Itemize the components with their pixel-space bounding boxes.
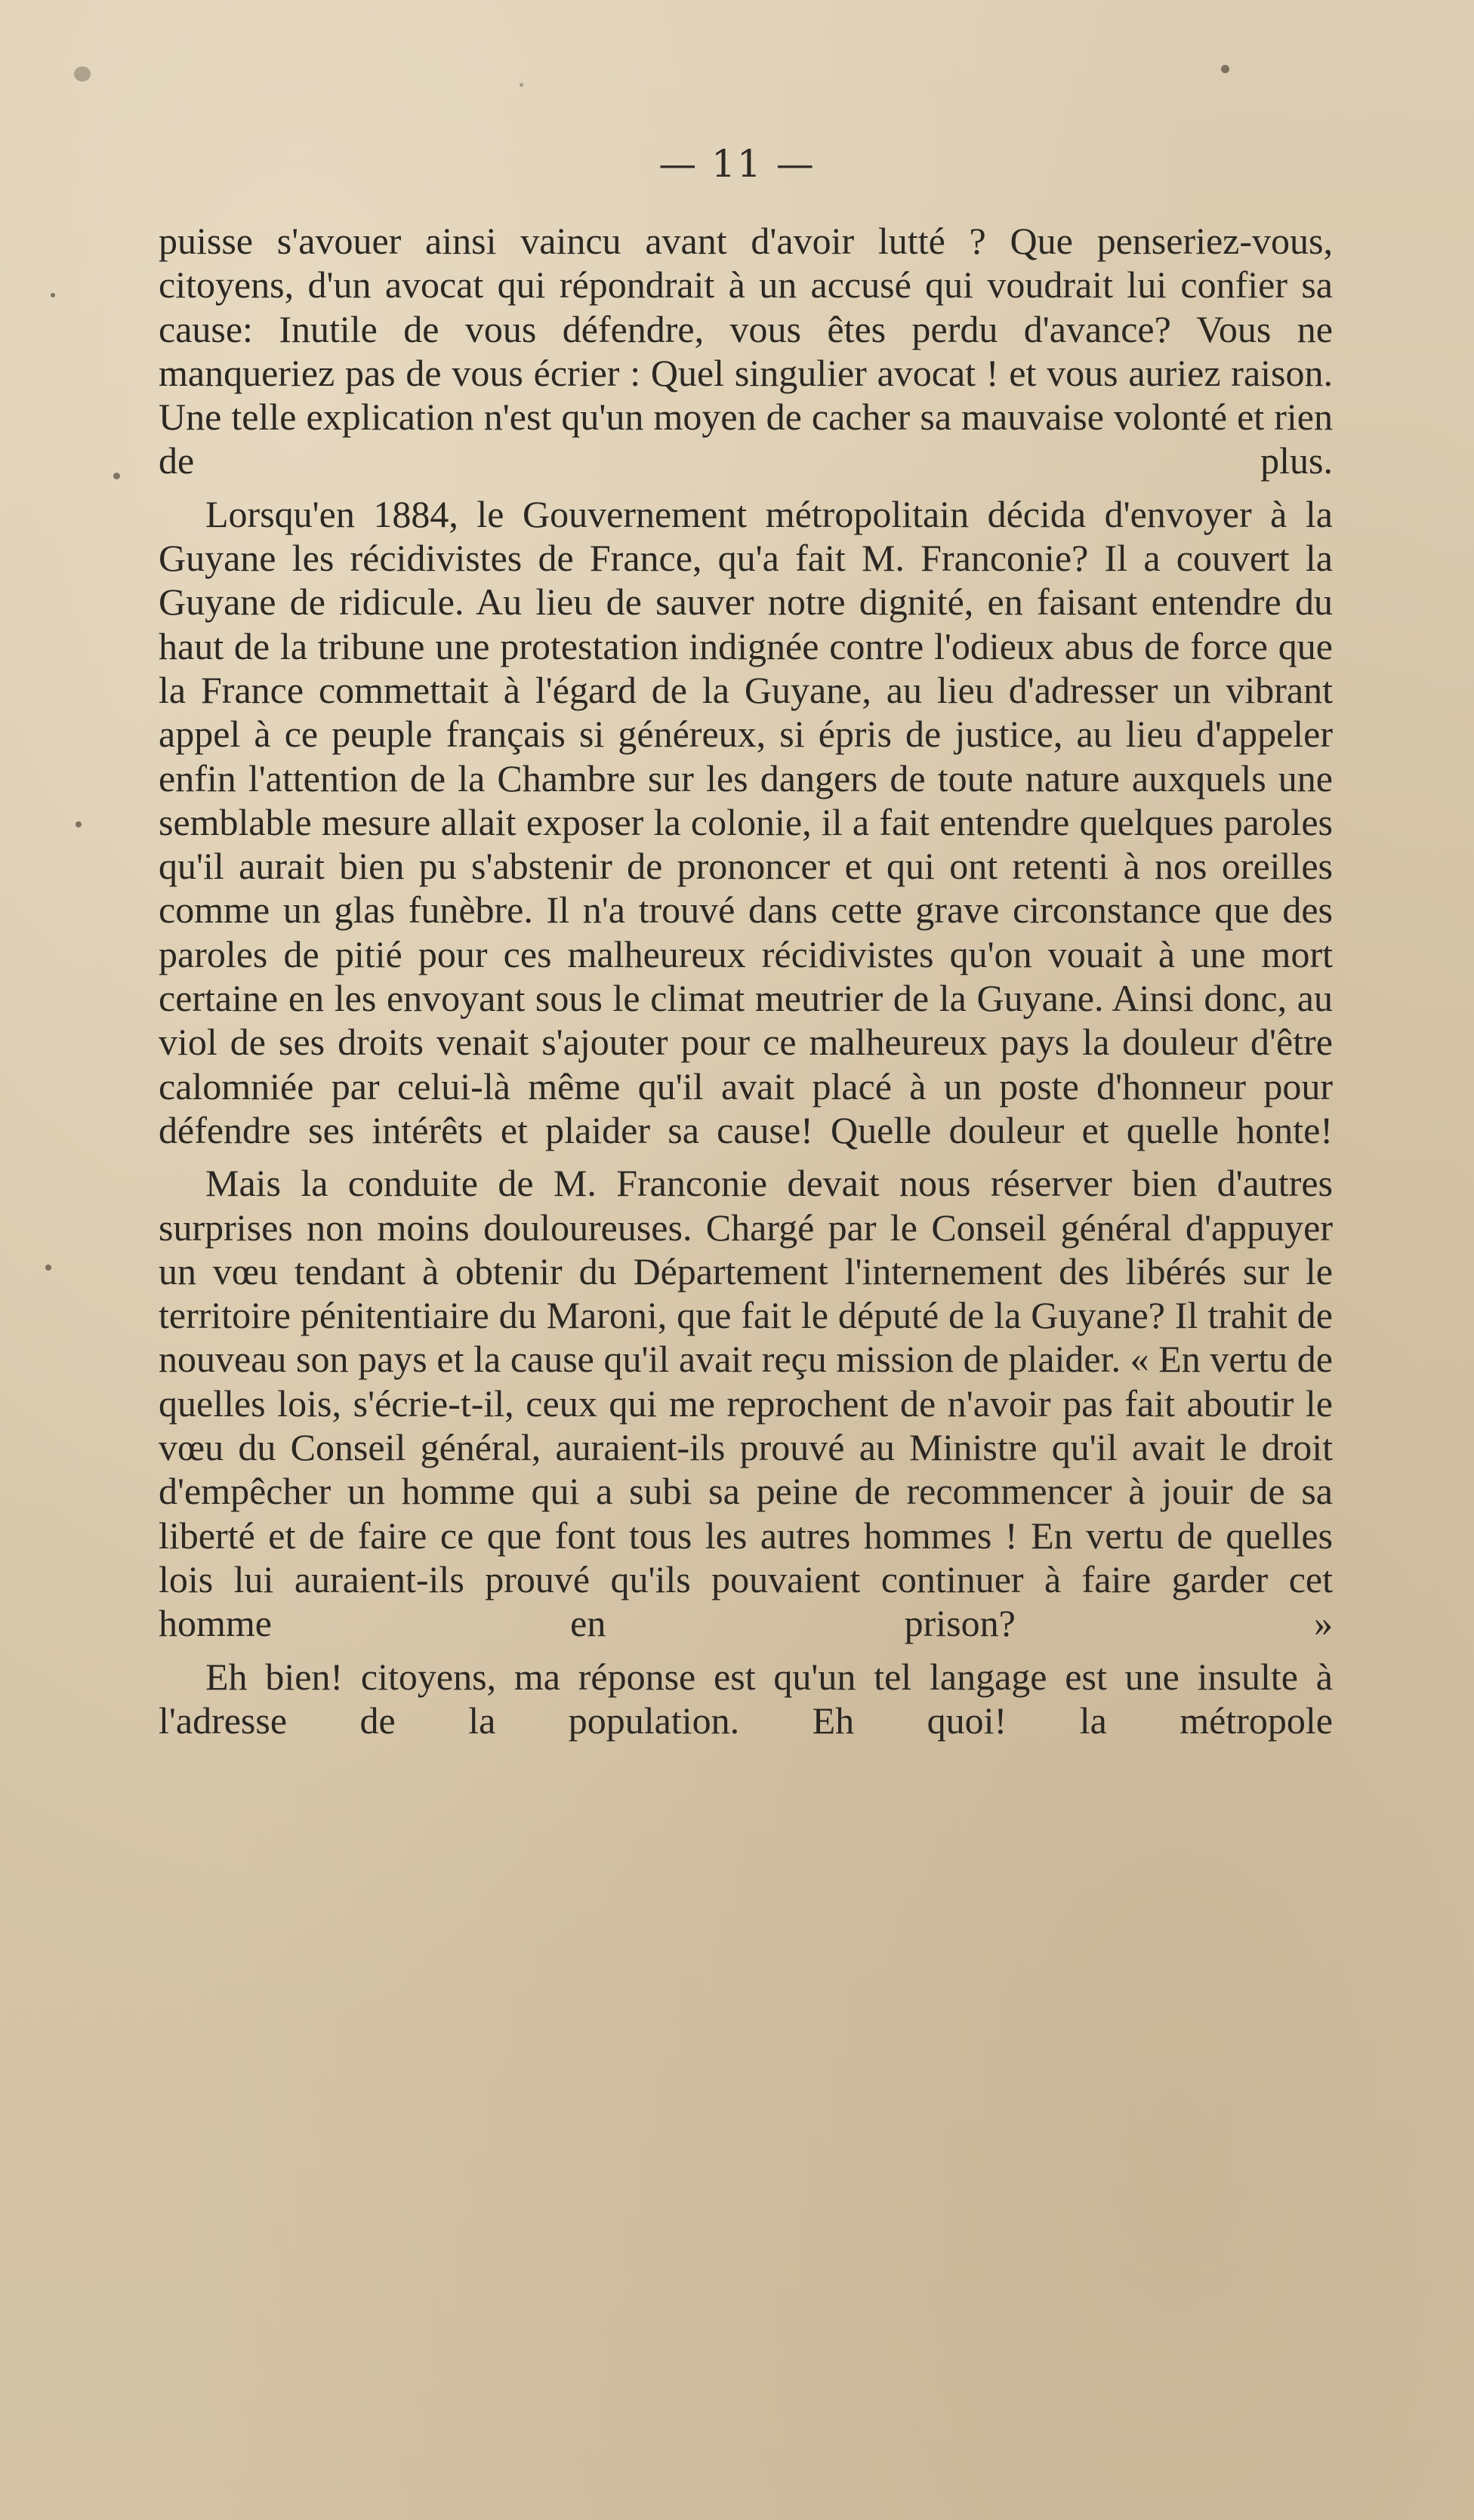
paragraph-4: Eh bien! citoyens, ma réponse est qu'un tel langage est une insulte à l'adresse de la population. Eh quoi! la métropole <box>159 1655 1333 1742</box>
ink-speck <box>74 66 91 82</box>
ink-speck <box>51 293 55 297</box>
body-text <box>159 219 1333 1742</box>
paragraph-2: Lorsqu'en 1884, le Gouvernement métropolitain décida d'envoyer à la Guyane les récidivistes de France, qu'a fait M. Franconie? Il a couvert la Guyane de ridicule. Au lieu de sauver notre dignité, en faisant entendre du haut de la tribune une protestation indignée contre l'odieux abus de force que la France commettait à l'égard de la Guyane, au lieu d'adresser un vibrant appel à ce peuple français si généreux, si épris de justice, au lieu d'appeler enfin l'attention de la Chambre sur les dangers de toute nature auxquels une semblable mesure allait exposer la colonie, il a fait entendre quelques paroles qu'il aurait bien pu s'abstenir de prononcer et qui ont retenti à nos oreilles comme un glas funèbre. Il n'a trouvé dans cette grave circonstance que des paroles de pitié pour ces malheureux récidivistes qu'on vouait à une mort certaine en les envoyant sous le climat meutrier de la Guyane. Ainsi donc, au viol de ses droits venait s'ajouter pour ce malheureux pays la douleur d'être calomniée par celui-là même qu'il avait placé à un poste d'honneur pour défendre ses intérêts et plaider sa cause! Quelle douleur et quelle honte! <box>159 492 1333 1151</box>
paragraph-1: puisse s'avouer ainsi vaincu avant d'avoir lutté ? Que penseriez-vous, citoyens, d'un avocat qui répondrait à un accusé qui voudrait lui confier sa cause: Inutile de vous défendre, vous êtes perdu d'avance? Vous ne manqueriez pas de vous écrier : Quel singulier avocat ! et vous auriez raison. Une telle explication n'est qu'un moyen de cacher sa mauvaise volonté et rien de plus. <box>159 220 1333 482</box>
ink-speck <box>1221 65 1229 73</box>
page-number: — 11 — <box>658 142 816 186</box>
ink-speck <box>520 83 523 87</box>
ink-speck <box>45 1265 51 1271</box>
ink-speck <box>113 473 120 479</box>
paragraph-3: Mais la conduite de M. Franconie devait nous réserver bien d'autres surprises non moins douloureuses. Chargé par le Conseil général d'appuyer un vœu tendant à obtenir du Département l'internement des libérés sur le territoire pénitentiaire du Maroni, que fait le député de la Guyane? Il trahit de nouveau son pays et la cause qu'il avait reçu mission de plaider. « En vertu de quelles lois, s'écrie-t-il, ceux qui me reprochent de n'avoir pas fait aboutir le vœu du Conseil général, auraient-ils prouvé au Ministre qu'il avait le droit d'empêcher un homme qui a subi sa peine de recommencer à jouir de sa liberté et de faire ce que font tous les autres hommes ! En vertu de quelles lois lui auraient-ils prouvé qu'ils pouvaient continuer à faire garder cet homme en prison? » <box>159 1162 1333 1645</box>
ink-speck <box>76 821 82 827</box>
